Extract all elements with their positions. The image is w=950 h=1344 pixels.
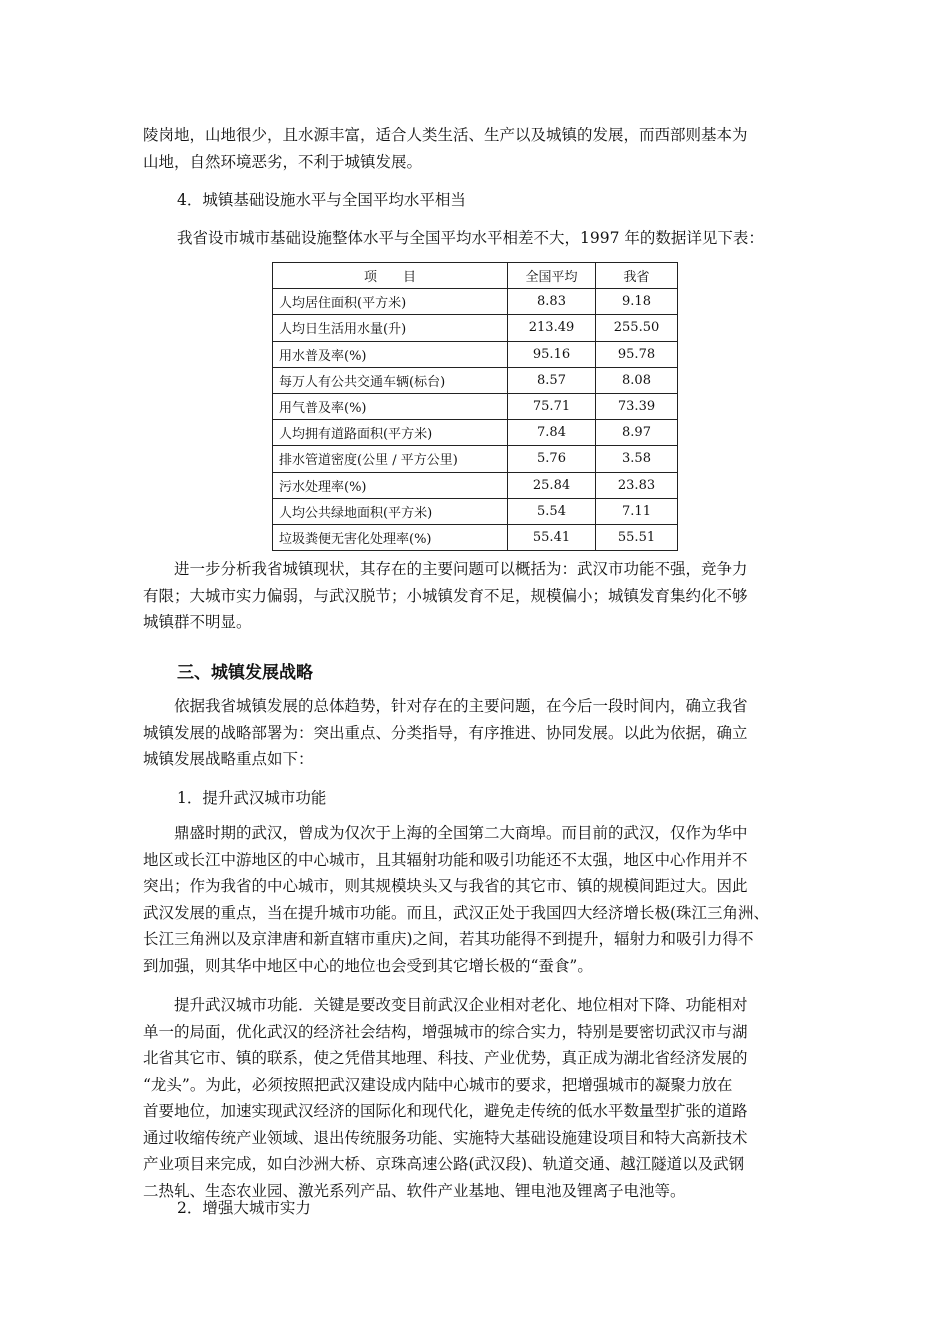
text-line: 武汉发展的重点，当在提升城市功能。而且，武汉正处于我国四大经济增长极(珠江三角洲、 [143, 903, 770, 922]
header-national: 全国平均 [508, 263, 596, 289]
text-line: 鼎盛时期的武汉，曾成为仅次于上海的全国第二大商埠。而目前的武汉，仅作为华中 [143, 824, 748, 842]
cell-national: 25.84 [508, 472, 596, 498]
cell-item: 污水处理率(%) [273, 472, 508, 498]
cell-item: 人均公共绿地面积(平方米) [273, 498, 508, 524]
cell-national: 7.84 [508, 420, 596, 446]
intro-paragraph [143, 122, 811, 175]
table-row [273, 393, 678, 419]
table-row [273, 472, 678, 498]
cell-item: 人均拥有道路面积(平方米) [273, 420, 508, 446]
text-line: 城镇群不明显。 [143, 613, 252, 631]
cell-national: 5.54 [508, 498, 596, 524]
table-row [273, 446, 678, 472]
cell-national: 75.71 [508, 393, 596, 419]
cell-item: 人均居住面积(平方米) [273, 289, 508, 315]
cell-item: 用水普及率(%) [273, 341, 508, 367]
text-line: 城镇发展的战略部署为：突出重点、分类指导，有序推进、协同发展。以此为依据，确立 [143, 723, 748, 742]
wuhan-paragraph-2 [143, 992, 811, 1204]
header-item: 项 目 [273, 263, 508, 289]
text-line: 突出；作为我省的中心城市，则其规模块头又与我省的其它市、镇的规模间距过大。因此 [143, 877, 748, 895]
table-row [273, 524, 678, 550]
cell-province: 23.83 [596, 472, 678, 498]
cell-province: 3.58 [596, 446, 678, 472]
cell-national: 95.16 [508, 341, 596, 367]
cell-item: 人均日生活用水量(升) [273, 315, 508, 341]
subsection-2-title: 2．增强大城市实力 [177, 1199, 311, 1217]
text-line: 产业项目来完成，如白沙洲大桥、京珠高速公路(武汉段)、轨道交通、越江隧道以及武钢 [143, 1155, 745, 1173]
cell-national: 55.41 [508, 524, 596, 550]
subsection-1-title: 1．提升武汉城市功能 [177, 789, 327, 807]
section-heading: 三、城镇发展战略 [177, 663, 313, 683]
cell-national: 5.76 [508, 446, 596, 472]
header-province: 我省 [596, 263, 678, 289]
table-row [273, 315, 678, 341]
cell-national: 8.57 [508, 367, 596, 393]
text-line: 城镇发展战略重点如下： [143, 750, 314, 768]
cell-province: 255.50 [596, 315, 678, 341]
text-line: 地区或长江中游地区的中心城市，且其辐射功能和吸引功能还不太强，地区中心作用并不 [143, 850, 748, 869]
cell-province: 8.08 [596, 367, 678, 393]
cell-province: 7.11 [596, 498, 678, 524]
text-line: 依据我省城镇发展的总体趋势，针对存在的主要问题，在今后一段时间内，确立我省 [143, 697, 748, 715]
text-line: 山地，自然环境恶劣，不利于城镇发展。 [143, 152, 423, 171]
text-line: 长江三角洲以及京津唐和新直辖市重庆)之间，若其功能得不到提升，辐射力和吸引力得不 [143, 930, 754, 948]
table-row [273, 341, 678, 367]
text-line: 陵岗地，山地很少，且水源丰富，适合人类生活、生产以及城镇的发展，而西部则基本为 [143, 126, 748, 144]
analysis-paragraph [143, 556, 811, 636]
table-row [273, 420, 678, 446]
table-row [273, 367, 678, 393]
text-line: “龙头”。为此，必须按照把武汉建设成内陆中心城市的要求，把增强城市的凝聚力放在 [143, 1075, 733, 1094]
wuhan-paragraph-1 [143, 820, 811, 979]
table-header-row [273, 263, 678, 289]
cell-province: 55.51 [596, 524, 678, 550]
infrastructure-table [272, 262, 678, 551]
cell-province: 95.78 [596, 341, 678, 367]
cell-province: 8.97 [596, 420, 678, 446]
cell-item: 用气普及率(%) [273, 393, 508, 419]
cell-item: 排水管道密度(公里 / 平方公里) [273, 446, 508, 472]
cell-item: 垃圾粪便无害化处理率(%) [273, 524, 508, 550]
text-line: 单一的局面，优化武汉的经济社会结构，增强城市的综合实力，特别是要密切武汉市与湖 [143, 1022, 748, 1041]
text-line: 有限；大城市实力偏弱，与武汉脱节；小城镇发育不足，规模偏小；城镇发育集约化不够 [143, 586, 748, 605]
text-line: 首要地位，加速实现武汉经济的国际化和现代化，避免走传统的低水平数量型扩张的道路 [143, 1102, 748, 1120]
section-4-title: 4．城镇基础设施水平与全国平均水平相当 [177, 191, 466, 209]
cell-item: 每万人有公共交通车辆(标台) [273, 367, 508, 393]
section-4-text: 我省设市城市基础设施整体水平与全国平均水平相差不大，1997 年的数据详见下表： [177, 229, 764, 247]
text-line: 提升武汉城市功能．关键是要改变目前武汉企业相对老化、地位相对下降、功能相对 [143, 996, 748, 1014]
text-line: 到加强，则其华中地区中心的地位也会受到其它增长极的“蚕食”。 [143, 956, 593, 975]
table-row [273, 498, 678, 524]
table-row [273, 289, 678, 315]
strategy-paragraph [143, 693, 811, 773]
cell-province: 73.39 [596, 393, 678, 419]
cell-national: 8.83 [508, 289, 596, 315]
text-line: 通过收缩传统产业领域、退出传统服务功能、实施特大基础设施建设项目和特大高新技术 [143, 1128, 748, 1147]
cell-national: 213.49 [508, 315, 596, 341]
text-line: 进一步分析我省城镇现状，其存在的主要问题可以概括为：武汉市功能不强，竞争力 [143, 560, 748, 578]
text-line: 二热轧、生态农业园、激光系列产品、软件产业基地、锂电池及锂离子电池等。 [143, 1181, 686, 1200]
text-line: 北省其它市、镇的联系，使之凭借其地理、科技、产业优势，真正成为湖北省经济发展的 [143, 1049, 748, 1067]
cell-province: 9.18 [596, 289, 678, 315]
